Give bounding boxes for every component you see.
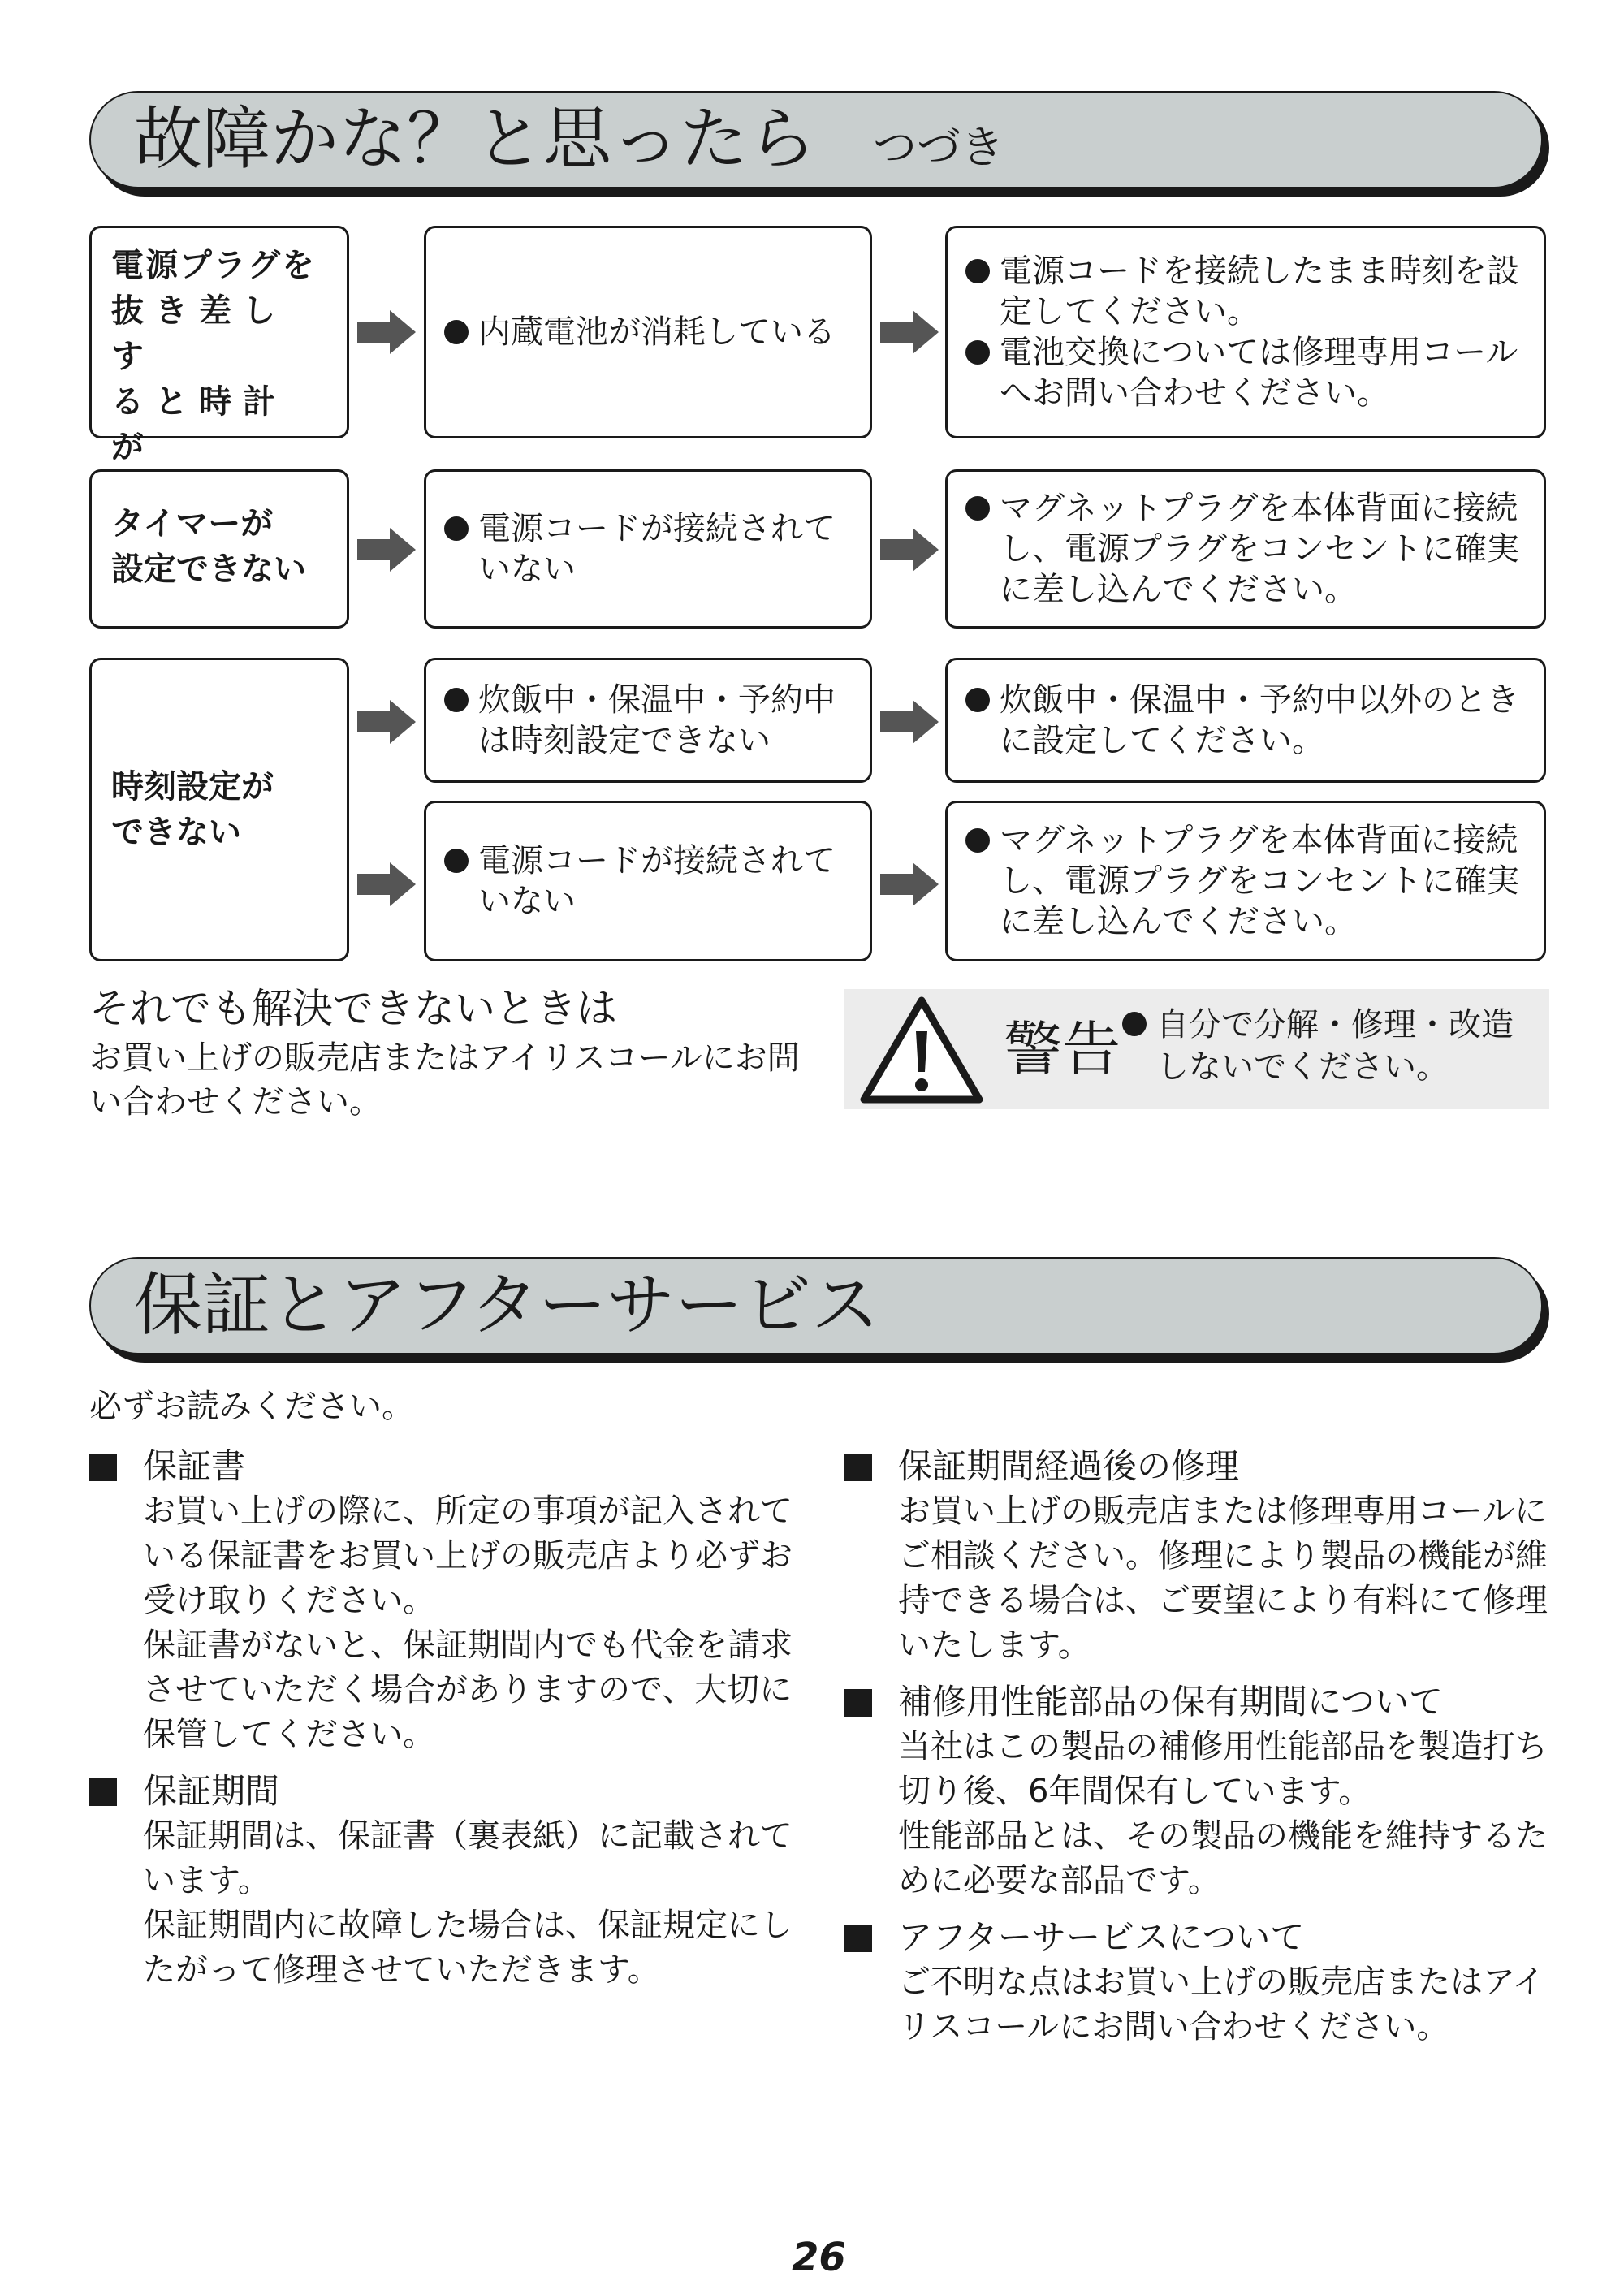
warranty-right-column <box>844 1436 1551 2050</box>
symptom-line: タイマーが <box>111 505 274 542</box>
symptom-box-clock-reset <box>89 226 349 466</box>
symptom-line: 電源プラグを <box>111 247 316 284</box>
warranty-title: 保証とアフターサービス <box>134 1265 880 1345</box>
heading-text: 保証期間 <box>143 1771 280 1811</box>
symptom-line: 抜き差しす <box>111 292 287 375</box>
arrow-right-icon <box>880 700 939 744</box>
section-heading <box>844 1444 1551 1489</box>
paragraph: 当社はこの製品の補修用性能部品を製造打ち切り後、6年間保有しています。 <box>898 1728 1548 1810</box>
remedy-box <box>945 801 1546 961</box>
arrow-right-icon <box>357 528 416 572</box>
cause-box <box>424 226 872 438</box>
troubleshooting-subtitle: つづき <box>873 122 1005 173</box>
arrow-right-icon <box>880 862 939 906</box>
remedy-text: 炊飯中・保温中・予約中以外のときに設定してください。 <box>965 680 1526 761</box>
heading-text: 補修用性能部品の保有期間について <box>898 1682 1444 1722</box>
page-number: 26 <box>792 2235 846 2280</box>
symptom-line: 設定できない <box>111 551 306 588</box>
warning-text: 自分で分解・修理・改造しないでください。 <box>1122 1004 1528 1088</box>
cause-text: 電源コードが接続されていない <box>444 840 852 922</box>
remedy-text: マグネットプラグを本体背面に接続し、電源プラグをコンセントに確実に差し込んでください。 <box>965 488 1526 610</box>
paragraph: 保証期間内に故障した場合は、保証規定にしたがって修理させていただきます。 <box>143 1907 793 1989</box>
remedy-text: 電源コードを接続したまま時刻を設定してください。 <box>965 251 1526 332</box>
arrow-right-icon <box>357 310 416 354</box>
square-bullet-icon <box>844 1689 872 1717</box>
section-heading <box>89 1444 804 1489</box>
unresolved-heading: それでも解決できないときは <box>89 985 617 1032</box>
cause-box <box>424 658 872 783</box>
paragraph: 性能部品とは、その製品の機能を維持するために必要な部品です。 <box>898 1817 1548 1899</box>
square-bullet-icon <box>89 1454 117 1481</box>
cause-box <box>424 469 872 629</box>
section-body <box>89 1814 804 1993</box>
page-title <box>134 94 1004 192</box>
warranty-header <box>89 1257 1543 1354</box>
troubleshooting-header <box>89 91 1543 188</box>
square-bullet-icon <box>89 1778 117 1806</box>
section-body <box>844 1489 1551 1668</box>
paragraph: ご不明な点はお買い上げの販売店またはアイリスコールにお問い合わせください。 <box>898 1964 1545 2046</box>
arrow-right-icon <box>880 528 939 572</box>
paragraph: 保証書がないと、保証期間内でも代金を請求させていただく場合がありますので、大切に保管してください。 <box>143 1627 793 1753</box>
cause-text: 内蔵電池が消耗している <box>444 312 836 352</box>
arrow-right-icon <box>880 310 939 354</box>
unresolved-text: お買い上げの販売店またはアイリスコールにお問い合わせください。 <box>89 1039 800 1121</box>
remedy-box <box>945 226 1546 438</box>
warranty-left-column <box>89 1436 804 1993</box>
section-body <box>844 1960 1551 2050</box>
paragraph: 保証期間は、保証書（裏表紙）に記載されています。 <box>143 1817 793 1899</box>
cause-text: 電源コードが接続されていない <box>444 508 852 590</box>
troubleshooting-title: 故障かな？と思ったら <box>134 99 817 179</box>
paragraph: お買い上げの際に、所定の事項が記入されている保証書をお買い上げの販売店より必ずお受け取りください。 <box>143 1493 793 1619</box>
square-bullet-icon <box>844 1454 872 1481</box>
remedy-text: 電池交換については修理専用コールへお問い合わせください。 <box>965 332 1526 413</box>
paragraph: お買い上げの販売店または修理専用コールにご相談ください。修理により製品の機能が維持できる場合は、ご要望により有料にて修理いたします。 <box>898 1493 1548 1664</box>
arrow-right-icon <box>357 862 416 906</box>
symptom-line: 時刻設定が <box>111 768 274 806</box>
warranty-intro: 必ずお読みください。 <box>89 1388 414 1425</box>
section-heading <box>89 1769 804 1814</box>
section-body <box>89 1489 804 1757</box>
heading-text: アフターサービスについて <box>898 1917 1305 1957</box>
remedy-text: マグネットプラグを本体背面に接続し、電源プラグをコンセントに確実に差し込んでください。 <box>965 820 1526 942</box>
section-heading <box>844 1915 1551 1960</box>
cause-text: 炊飯中・保温中・予約中は時刻設定できない <box>444 680 852 761</box>
symptom-box-timer <box>89 469 349 629</box>
symptom-line: できない <box>111 814 241 851</box>
arrow-right-icon <box>357 700 416 744</box>
cause-box <box>424 801 872 961</box>
symptom-line: ると時計が <box>111 383 287 466</box>
heading-text: 保証書 <box>143 1446 246 1486</box>
section-body <box>844 1725 1551 1903</box>
warning-text-block <box>1122 1004 1528 1088</box>
remedy-box <box>945 469 1546 629</box>
square-bullet-icon <box>844 1925 872 1952</box>
symptom-box-time-setting <box>89 658 349 961</box>
section-heading <box>844 1679 1551 1725</box>
warning-triangle-icon <box>857 994 986 1106</box>
remedy-box <box>945 658 1546 783</box>
heading-text: 保証期間経過後の修理 <box>898 1446 1240 1486</box>
warning-label: 警告 <box>1004 1015 1121 1083</box>
